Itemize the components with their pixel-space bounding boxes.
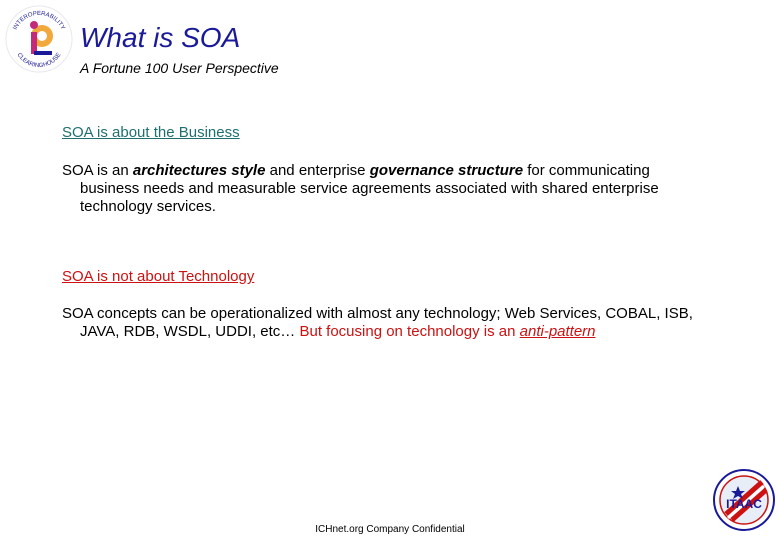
- p1-text-c: and enterprise: [265, 162, 370, 179]
- p2-anti-pattern: anti-pattern: [519, 323, 596, 340]
- p1-text-a: SOA is an: [62, 162, 133, 179]
- footer-confidential: ICHnet.org Company Confidential: [315, 524, 465, 535]
- logo-text-top: INTEROPERABILITY: [12, 11, 66, 31]
- paragraph-architecture: [62, 162, 752, 216]
- p1-emphasis-governance: governance structure: [369, 162, 524, 179]
- section-heading-business: SOA is about the Business: [62, 124, 240, 141]
- badge-text: ITAAC: [726, 497, 762, 511]
- p1-line-3: technology services.: [80, 198, 216, 215]
- p2-line-1: SOA concepts can be operationalized with almost any technology; Web Services, COBAL, ISB,: [62, 305, 693, 322]
- p1-emphasis-architecture: architectures style: [132, 162, 266, 179]
- p2-line-2-red: [299, 323, 595, 340]
- p1-line-2: business needs and measurable service agreements associated with shared enterprise: [80, 180, 659, 197]
- page-title: What is SOA: [80, 22, 241, 53]
- p2-line-2-b: But focusing on technology is an: [299, 323, 520, 340]
- interoperability-clearinghouse-logo: [4, 4, 74, 74]
- paragraph-technology: [62, 305, 752, 341]
- itaac-seal: [712, 468, 776, 532]
- section-heading-technology: SOA is not about Technology: [62, 268, 255, 285]
- p1-text-e: for communicating: [523, 162, 650, 179]
- page-subtitle: A Fortune 100 User Perspective: [80, 60, 279, 76]
- p2-line-2: [62, 323, 752, 341]
- logo-text-bottom: CLEARINGHOUSE: [15, 52, 63, 70]
- p2-line-2-a: JAVA, RDB, WSDL, UDDI, etc…: [80, 323, 300, 340]
